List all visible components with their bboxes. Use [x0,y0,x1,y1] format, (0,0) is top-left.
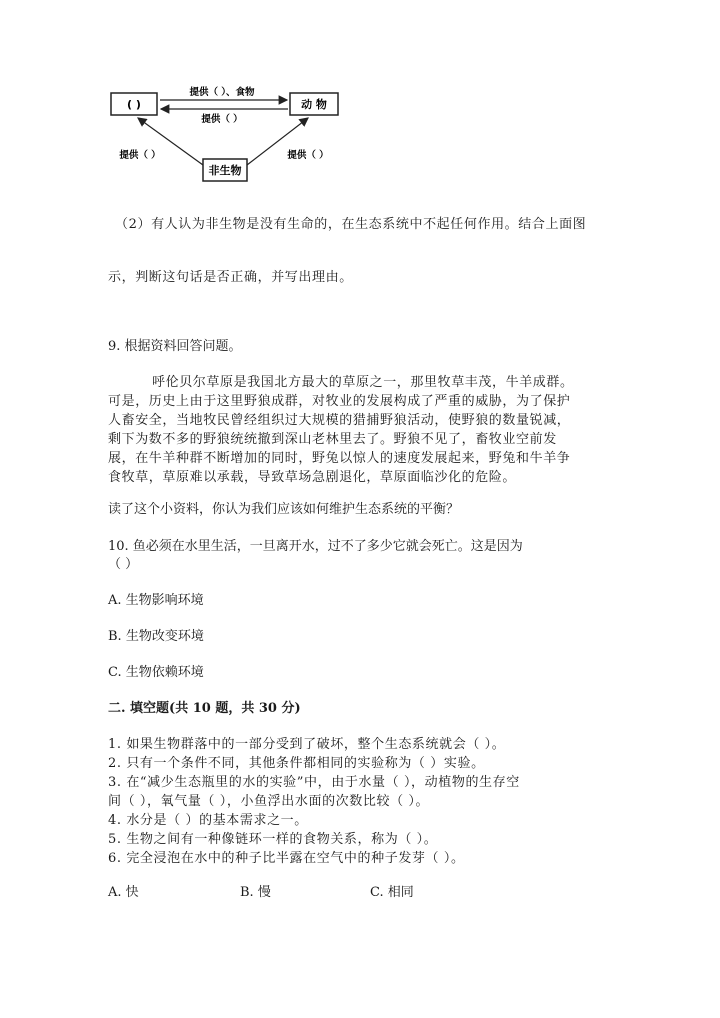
fill-option-a: A. 快 [108,885,139,900]
fill-option-b: B. 慢 [240,885,271,900]
passage-line: 呼伦贝尔草原是我国北方最大的草原之一，那里牧草丰茂，牛羊成群。 [152,375,574,390]
fill-item: 2. 只有一个条件不同，其他条件都相同的实验称为（ ）实验。 [108,756,485,771]
fill-item: 间（ ），氧气量（ ），小鱼浮出水面的次数比较（ ）。 [108,794,430,809]
q10-stem-line1: 10. 鱼必须在水里生活，一旦离开水，过不了多少它就会死亡。这是因为 [108,539,523,554]
passage-line: 展，在牛羊种群不断增加的同时，野兔以惊人的速度发展起来，野兔和牛羊争 [108,451,571,466]
fill-in-list [108,735,520,868]
passage-line: 可是，历史上由于这里野狼成群，对牧业的发展构成了严重的威胁，为了保护 [108,394,571,409]
q9-passage [108,373,620,487]
box-left-label: ( ) [127,98,141,111]
box-animal-label: 动 物 [301,98,327,111]
arrow-right-label: 提供（ ） [287,150,329,161]
fill-item: 3. 在“减少生态瓶里的水的实验”中，由于水量（ ），动植物的生存空 [108,775,520,790]
q8-part2-line2: 示，判断这句话是否正确，并写出理由。 [108,270,353,285]
q10-option-b: B. 生物改变环境 [108,629,204,644]
section2-heading: 二. 填空题(共 10 题，共 30 分) [108,701,301,716]
arrow-top-label: 提供（ ）、食物 [189,87,255,98]
ecosystem-diagram [100,78,360,188]
passage-line: 人畜安全，当地牧民曾经组织过大规模的猎捕野狼活动，使野狼的数量锐减， [108,413,571,428]
q9-title: 9. 根据资料回答问题。 [108,339,242,354]
q9-question: 读了这个小资料，你认为我们应该如何维护生态系统的平衡？ [108,502,460,517]
fill-item: 4. 水分是（ ）的基本需求之一。 [108,813,308,828]
box-nonliving-label: 非生物 [208,164,242,177]
passage-line: 剩下为数不多的野狼统统撤到深山老林里去了。野狼不见了，畜牧业空前发 [108,432,557,447]
arrow-left-label: 提供（ ） [119,150,161,161]
fill-item: 5. 生物之间有一种像链环一样的食物关系，称为（ ）。 [108,832,438,847]
q10-stem-line2: （ ） [108,557,139,572]
q8-part2-line1: （2）有人认为非生物是没有生命的，在生态系统中不起任何作用。结合上面图 [115,217,587,232]
fill-option-c: C. 相同 [370,885,414,900]
q10-option-c: C. 生物依赖环境 [108,665,204,680]
fill-item: 6. 完全浸泡在水中的种子比半露在空气中的种子发芽（ ）。 [108,851,465,866]
fill-item: 1. 如果生物群落中的一部分受到了破坏，整个生态系统就会（ ）。 [108,737,506,752]
q10-option-a: A. 生物影响环境 [108,593,204,608]
passage-line: 食牧草，草原难以承载，导致草场急剧退化，草原面临沙化的危险。 [108,470,517,485]
arrow-mid-label: 提供（ ） [201,114,243,125]
